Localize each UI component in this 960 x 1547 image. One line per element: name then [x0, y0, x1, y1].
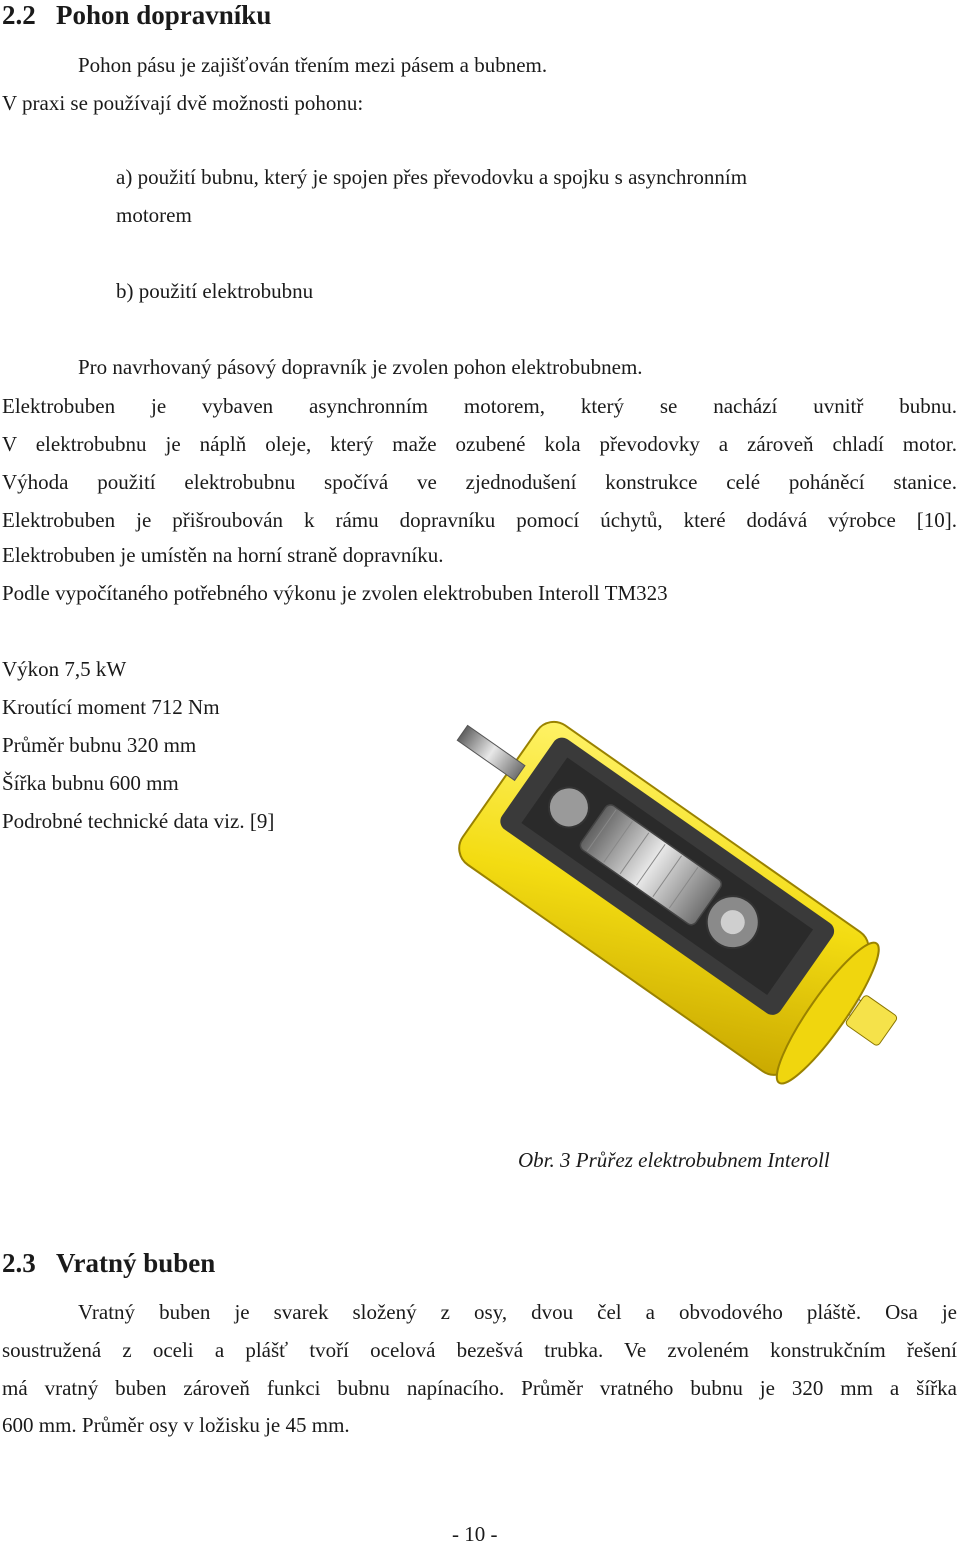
- option-b: b) použití elektrobubnu: [116, 279, 314, 303]
- drum-motor-figure: [445, 680, 905, 1120]
- para-line: Podle vypočítaného potřebného výkonu je zvolen elektrobuben Interoll TM323: [2, 581, 668, 605]
- section-title: Pohon dopravníku: [56, 0, 272, 30]
- para-line: 600 mm. Průměr osy v ložisku je 45 mm.: [2, 1413, 350, 1437]
- spec-reference: Podrobné technické data viz. [9]: [2, 809, 275, 833]
- para-line: má vratný buben zároveň funkci bubnu napínacího. Průměr vratného bubnu je 320 mm a šířka: [2, 1376, 957, 1400]
- intro-line-1: Pohon pásu je zajišťován třením mezi pásem a bubnem.: [78, 53, 548, 77]
- section-number: 2.2: [2, 0, 36, 30]
- option-a-line-1: a) použití bubnu, který je spojen přes převodovku a spojku s asynchronním: [116, 165, 748, 189]
- para-line: Vratný buben je svarek složený z osy, dvou čel a obvodového pláště. Osa je: [78, 1300, 957, 1324]
- para-line: Elektrobuben je umístěn na horní straně dopravníku.: [2, 543, 444, 567]
- page-number: - 10 -: [452, 1522, 498, 1546]
- spec-width: Šířka bubnu 600 mm: [2, 771, 179, 795]
- para-line: Pro navrhovaný pásový dopravník je zvolen pohon elektrobubnem.: [78, 355, 643, 379]
- section-heading-2-2: [2, 0, 271, 31]
- para-line: V elektrobubnu je náplň oleje, který maže ozubené kola převodovky a zároveň chladí motor.: [2, 432, 957, 456]
- spec-power: Výkon 7,5 kW: [2, 657, 127, 681]
- para-line: Výhoda použití elektrobubnu spočívá ve zjednodušení konstrukce celé poháněcí stanice.: [2, 470, 957, 494]
- spec-diameter: Průměr bubnu 320 mm: [2, 733, 197, 757]
- intro-line-2: V praxi se používají dvě možnosti pohonu:: [2, 91, 364, 115]
- section-heading-2-3: [2, 1248, 215, 1279]
- section-title: Vratný buben: [56, 1248, 216, 1278]
- para-line: Elektrobuben je vybaven asynchronním motorem, který se nachází uvnitř bubnu.: [2, 394, 957, 418]
- option-a-line-2: motorem: [116, 203, 192, 227]
- para-line: soustružená z oceli a plášť tvoří ocelová bezešvá trubka. Ve zvoleném konstrukčním řešení: [2, 1338, 957, 1362]
- spec-torque: Kroutící moment 712 Nm: [2, 695, 220, 719]
- figure-caption: Obr. 3 Průřez elektrobubnem Interoll: [518, 1148, 830, 1172]
- section-number: 2.3: [2, 1248, 36, 1278]
- para-line: Elektrobuben je přišroubován k rámu dopravníku pomocí úchytů, které dodává výrobce [10].: [2, 508, 957, 532]
